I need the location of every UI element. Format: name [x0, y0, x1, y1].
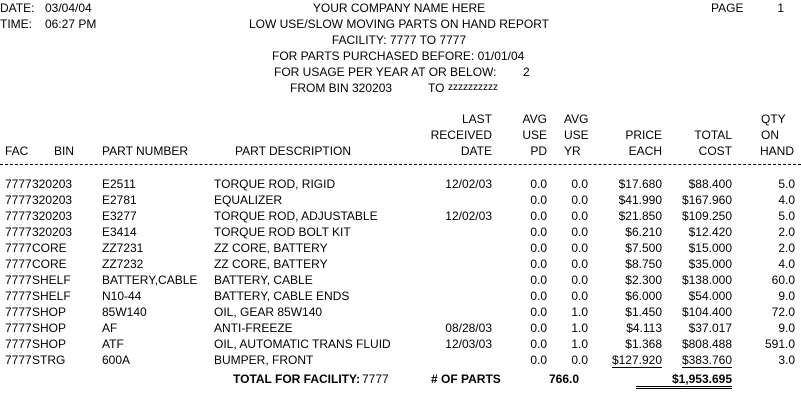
col-price-2: EACH [628, 144, 662, 158]
grand-total: $1,953.695 [636, 372, 732, 389]
cell-qty: 2.0 [778, 225, 795, 239]
col-part-description: PART DESCRIPTION [235, 144, 352, 158]
total-facility: 7777 [362, 372, 389, 386]
table-row [0, 304, 801, 320]
col-avg-pd-1: AVG [522, 112, 547, 126]
page-label: PAGE [711, 1, 744, 15]
col-part-number: PART NUMBER [102, 144, 189, 158]
cell-qty: 591.0 [764, 337, 795, 351]
cell-part: E2781 [102, 193, 137, 207]
cell-bin: SHOP [32, 305, 67, 319]
cell-fac: 7777 [5, 305, 32, 319]
cell-desc: BATTERY, CABLE ENDS [214, 289, 350, 303]
cell-price: $17.680 [618, 177, 662, 191]
cell-total: $138.000 [681, 273, 732, 287]
time-label: TIME: [0, 17, 32, 31]
cell-desc: TORQUE ROD, RIGID [214, 177, 336, 191]
col-qty-2: ON [761, 128, 779, 142]
cell-part: ZZ7232 [102, 257, 144, 271]
cell-pd: 0.0 [530, 225, 547, 239]
cell-price: $6.000 [625, 289, 662, 303]
cell-pd: 0.0 [530, 177, 547, 191]
cell-pd: 0.0 [530, 289, 547, 303]
col-total-1: TOTAL [694, 128, 732, 142]
cell-total: $35.000 [688, 257, 732, 271]
cell-qty: 2.0 [778, 241, 795, 255]
cell-price: $2.300 [625, 273, 662, 287]
facility-range: FACILITY: 7777 TO 7777 [331, 33, 467, 47]
cell-bin: STRG [32, 353, 66, 367]
cell-qty: 5.0 [778, 177, 795, 191]
table-row [0, 336, 801, 352]
cell-qty: 9.0 [778, 289, 795, 303]
cell-part: BATTERY,CABLE [102, 273, 198, 287]
table-row [0, 256, 801, 272]
cell-part: 600A [102, 353, 131, 367]
page-number: 1 [777, 1, 784, 15]
cell-fac: 7777 [5, 257, 32, 271]
cell-price: $7.500 [625, 241, 662, 255]
cell-total: $808.488 [681, 337, 732, 351]
cell-part: E2511 [102, 177, 136, 191]
cell-desc: ZZ CORE, BATTERY [214, 257, 328, 271]
cell-part: AF [102, 321, 118, 335]
cell-qty: 72.0 [771, 305, 795, 319]
col-bin: BIN [54, 144, 75, 158]
report-title: LOW USE/SLOW MOVING PARTS ON HAND REPORT [248, 17, 550, 31]
cell-price: $1.368 [625, 337, 662, 351]
col-avg-yr-3: YR [564, 144, 581, 158]
cell-bin: SHELF [32, 289, 71, 303]
cell-bin: SHOP [32, 337, 67, 351]
cell-date: 12/02/03 [445, 209, 492, 223]
cell-bin: 320203 [32, 177, 73, 191]
cell-price: $41.990 [618, 193, 662, 207]
cell-part: ZZ7231 [102, 241, 144, 255]
cell-pd: 0.0 [530, 241, 547, 255]
cell-fac: 7777 [5, 177, 32, 191]
cell-yr: 0.0 [571, 225, 588, 239]
cell-fac: 7777 [5, 321, 32, 335]
table-row [0, 224, 801, 240]
table-row [0, 240, 801, 256]
cell-pd: 0.0 [530, 305, 547, 319]
cell-desc: ANTI-FREEZE [214, 321, 293, 335]
cell-total: $383.760 [681, 353, 732, 367]
cell-fac: 7777 [5, 209, 32, 223]
cell-fac: 7777 [5, 353, 32, 367]
cell-yr: 0.0 [571, 177, 588, 191]
cell-pd: 0.0 [530, 321, 547, 335]
cell-desc: OIL, GEAR 85W140 [214, 305, 323, 319]
cell-yr: 0.0 [571, 289, 588, 303]
table-row [0, 192, 801, 208]
cell-yr: 1.0 [571, 305, 588, 319]
date-label: DATE: [0, 1, 35, 15]
cell-yr: 0.0 [571, 273, 588, 287]
cell-fac: 7777 [5, 289, 32, 303]
cell-fac: 7777 [5, 273, 32, 287]
cell-total: $109.250 [681, 209, 732, 223]
col-avg-yr-2: USE [564, 128, 589, 142]
cell-yr: 0.0 [571, 193, 588, 207]
table-row [0, 352, 801, 368]
cell-price: $21.850 [618, 209, 662, 223]
cell-desc: OIL, AUTOMATIC TRANS FLUID [214, 337, 391, 351]
cell-desc: TORQUE ROD, ADJUSTABLE [214, 209, 378, 223]
cell-qty: 4.0 [778, 193, 795, 207]
usage-value: 2 [523, 65, 530, 79]
cell-part: N10-44 [102, 289, 142, 303]
cell-price: $8.750 [625, 257, 662, 271]
cell-part: E3277 [102, 209, 137, 223]
cell-bin: SHOP [32, 321, 67, 335]
cell-pd: 0.0 [530, 353, 547, 367]
cell-price: $1.450 [625, 305, 662, 319]
table-row [0, 208, 801, 224]
purchased-before: FOR PARTS PURCHASED BEFORE: 01/01/04 [272, 49, 525, 63]
col-fac: FAC [5, 144, 29, 158]
cell-total: $37.017 [688, 321, 732, 335]
cell-yr: 0.0 [571, 241, 588, 255]
cell-price: $127.920 [611, 353, 662, 367]
cell-fac: 7777 [5, 241, 32, 255]
col-qty-3: HAND [760, 144, 795, 158]
cell-yr: 0.0 [571, 353, 588, 367]
col-price-1: PRICE [625, 128, 662, 142]
cell-total: $104.400 [681, 305, 732, 319]
parts-count-value: 766.0 [548, 372, 579, 386]
cell-bin: CORE [32, 241, 67, 255]
col-last-received-1: LAST [461, 112, 492, 126]
cell-total: $12.420 [688, 225, 732, 239]
cell-qty: 9.0 [778, 321, 795, 335]
cell-bin: CORE [32, 257, 67, 271]
cell-bin: 320203 [32, 225, 73, 239]
cell-pd: 0.0 [530, 193, 547, 207]
col-avg-pd-3: PD [530, 144, 547, 158]
col-avg-pd-2: USE [522, 128, 547, 142]
col-qty-1: QTY [761, 112, 786, 126]
cell-pd: 0.0 [530, 257, 547, 271]
cell-yr: 1.0 [571, 321, 588, 335]
date-value: 03/04/04 [45, 1, 92, 15]
cell-desc: BUMPER, FRONT [214, 353, 314, 367]
cell-part: E3414 [102, 225, 137, 239]
cell-bin: SHELF [32, 273, 71, 287]
cell-qty: 5.0 [778, 209, 795, 223]
total-label: TOTAL FOR FACILITY: [233, 372, 361, 386]
table-row [0, 320, 801, 336]
col-last-received-3: DATE [460, 144, 492, 158]
cell-pd: 0.0 [530, 209, 547, 223]
header-divider [0, 164, 801, 165]
col-total-2: COST [698, 144, 732, 158]
cell-qty: 3.0 [778, 353, 795, 367]
cell-desc: ZZ CORE, BATTERY [214, 241, 328, 255]
cell-part: 85W140 [102, 305, 147, 319]
to-bin-value: zzzzzzzzzz [448, 82, 498, 93]
cell-bin: 320203 [32, 209, 73, 223]
cell-desc: TORQUE ROD BOLT KIT [214, 225, 351, 239]
cell-pd: 0.0 [530, 337, 547, 351]
from-bin: FROM BIN 320203 [290, 81, 393, 95]
cell-pd: 0.0 [530, 273, 547, 287]
parts-count-label: # OF PARTS [431, 372, 501, 386]
cell-date: 12/03/03 [445, 337, 492, 351]
cell-price: $6.210 [625, 225, 662, 239]
cell-qty: 4.0 [778, 257, 795, 271]
table-row [0, 272, 801, 288]
col-last-received-2: RECEIVED [430, 128, 492, 142]
cell-total: $167.960 [681, 193, 732, 207]
cell-total: $15.000 [688, 241, 732, 255]
cell-fac: 7777 [5, 193, 32, 207]
cell-fac: 7777 [5, 337, 32, 351]
cell-bin: 320203 [32, 193, 73, 207]
cell-yr: 0.0 [571, 257, 588, 271]
cell-date: 08/28/03 [445, 321, 492, 335]
cell-date: 12/02/03 [445, 177, 492, 191]
cell-yr: 0.0 [571, 209, 588, 223]
cell-total: $54.000 [688, 289, 732, 303]
table-row [0, 176, 801, 192]
usage-label: FOR USAGE PER YEAR AT OR BELOW: [274, 65, 497, 79]
company-name: YOUR COMPANY NAME HERE [312, 1, 486, 15]
col-avg-yr-1: AVG [564, 112, 589, 126]
cell-fac: 7777 [5, 225, 32, 239]
cell-qty: 60.0 [771, 273, 795, 287]
to-label: TO [428, 81, 445, 95]
cell-desc: BATTERY, CABLE [214, 273, 313, 287]
time-value: 06:27 PM [45, 17, 97, 31]
cell-total: $88.400 [688, 177, 732, 191]
cell-yr: 1.0 [571, 337, 588, 351]
cell-part: ATF [102, 337, 124, 351]
table-row [0, 288, 801, 304]
cell-price: $4.113 [626, 321, 662, 335]
cell-desc: EQUALIZER [214, 193, 283, 207]
